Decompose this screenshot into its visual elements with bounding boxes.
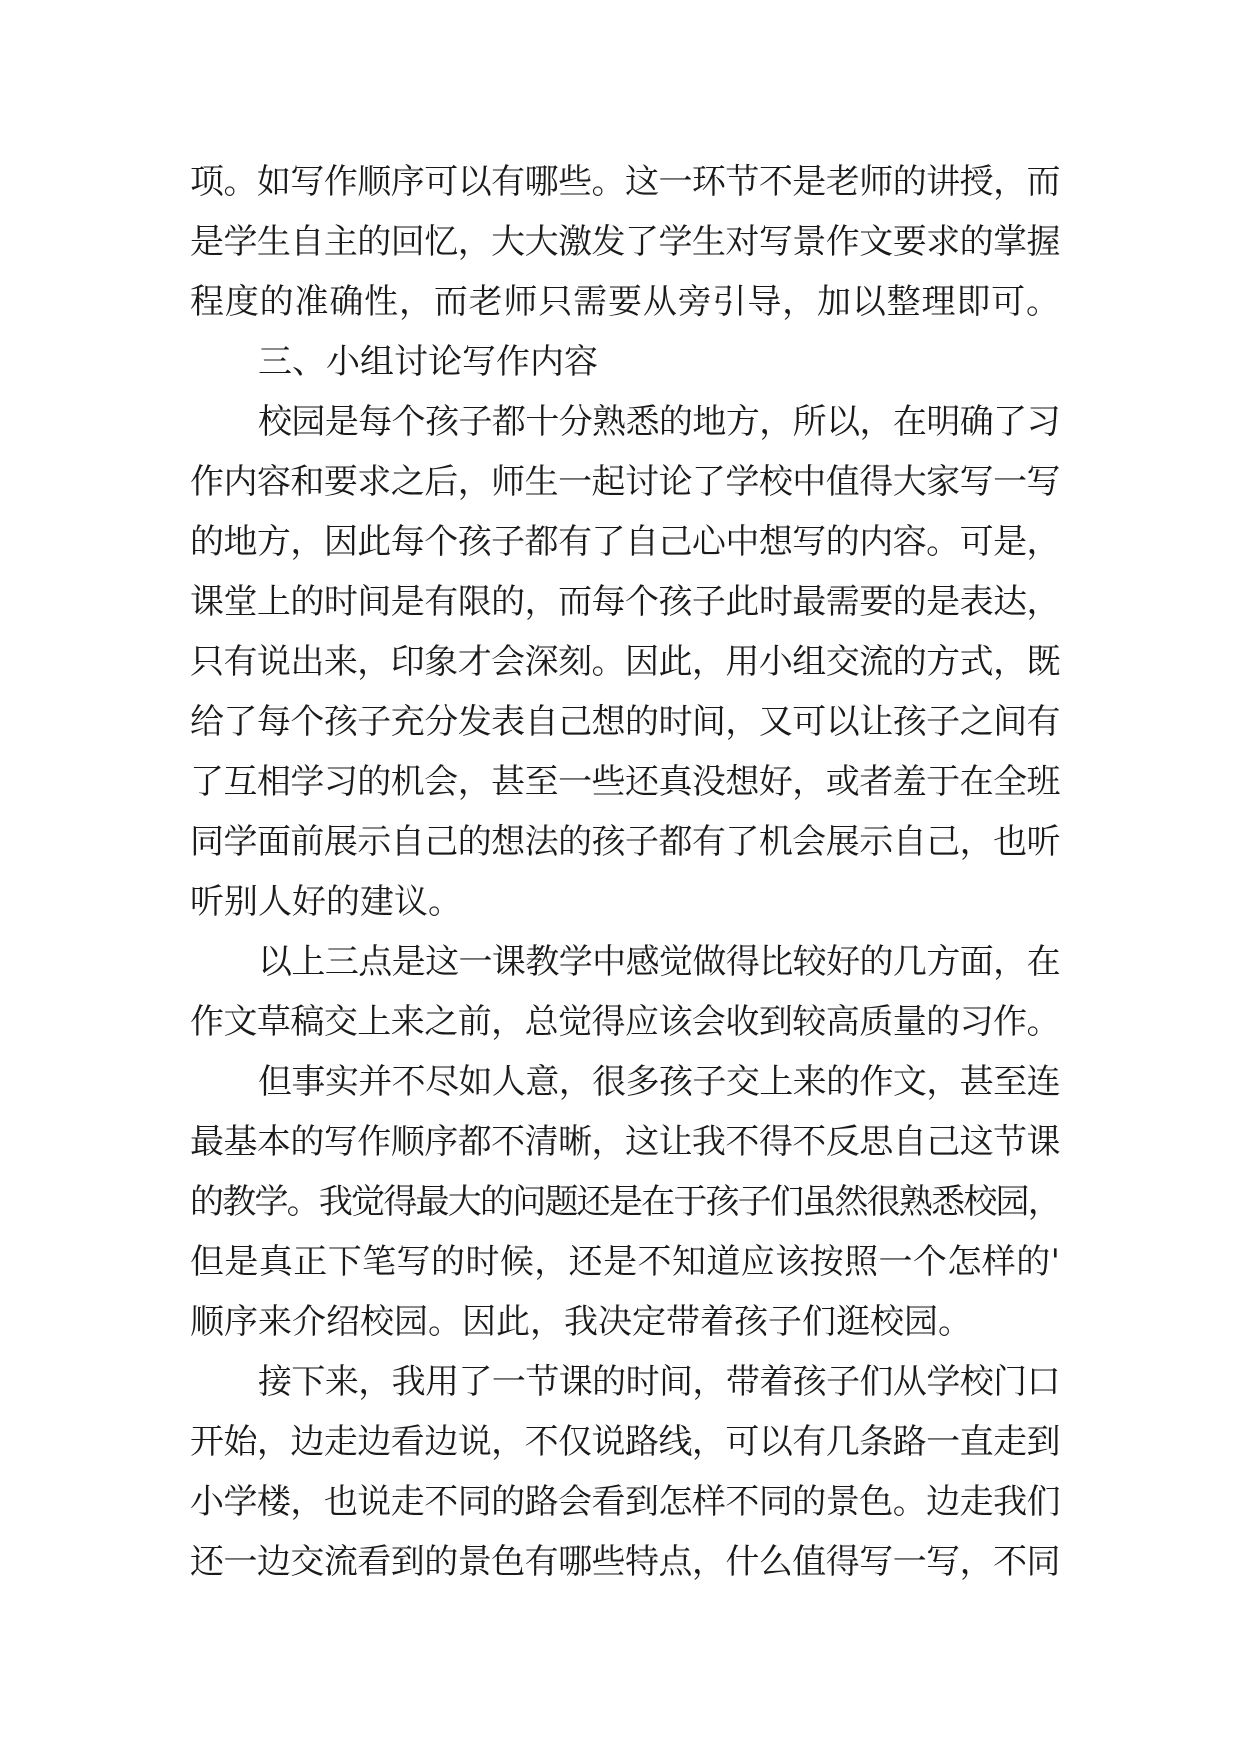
text-line: 给了每个孩子充分发表自己想的时间，又可以让孩子之间有 <box>190 702 1060 742</box>
text-line: 同学面前展示自己的想法的孩子都有了机会展示自己，也听 <box>190 822 1060 862</box>
text-line: 程度的准确性，而老师只需要从旁引导，加以整理即可。 <box>190 282 1061 322</box>
text-line: 是学生自主的回忆，大大激发了学生对写景作文要求的掌握 <box>190 222 1060 262</box>
text-line: 作文草稿交上来之前，总觉得应该会收到较高质量的习作。 <box>190 1002 1060 1042</box>
text-line: 接下来，我用了一节课的时间，带着孩子们从学校门口 <box>258 1362 1060 1402</box>
text-line: 听别人好的建议。 <box>190 882 462 922</box>
text-line: 小学楼，也说走不同的路会看到怎样不同的景色。边走我们 <box>190 1482 1060 1522</box>
text-line: 课堂上的时间是有限的，而每个孩子此时最需要的是表达， <box>190 582 1060 622</box>
text-line: 校园是每个孩子都十分熟悉的地方，所以，在明确了习 <box>258 402 1060 442</box>
text-line: 了互相学习的机会，甚至一些还真没想好，或者羞于在全班 <box>190 762 1060 802</box>
text-line: 以上三点是这一课教学中感觉做得比较好的几方面，在 <box>258 942 1060 982</box>
text-line: 作内容和要求之后，师生一起讨论了学校中值得大家写一写 <box>190 462 1060 502</box>
text-line: 开始，边走边看边说，不仅说路线，可以有几条路一直走到 <box>190 1422 1060 1462</box>
text-line: 但是真正下笔写的时候，还是不知道应该按照一个怎样的' <box>190 1242 1061 1282</box>
document-body <box>190 152 1060 1592</box>
text-line: 但事实并不尽如人意，很多孩子交上来的作文，甚至连 <box>258 1062 1060 1102</box>
text-line: 还一边交流看到的景色有哪些特点，什么值得写一写，不同 <box>190 1542 1060 1582</box>
text-line: 最基本的写作顺序都不清晰，这让我不得不反思自己这节课 <box>190 1122 1060 1162</box>
text-line: 只有说出来，印象才会深刻。因此，用小组交流的方式，既 <box>190 642 1060 682</box>
text-line: 项。如写作顺序可以有哪些。这一环节不是老师的讲授，而 <box>190 162 1060 202</box>
text-line: 三、小组讨论写作内容 <box>258 342 598 382</box>
text-line: 的地方，因此每个孩子都有了自己心中想写的内容。可是， <box>190 522 1060 562</box>
text-line: 的教学。我觉得最大的问题还是在于孩子们虽然很熟悉校园， <box>190 1182 1060 1222</box>
text-line: 顺序来介绍校园。因此，我决定带着孩子们逛校园。 <box>190 1302 972 1342</box>
